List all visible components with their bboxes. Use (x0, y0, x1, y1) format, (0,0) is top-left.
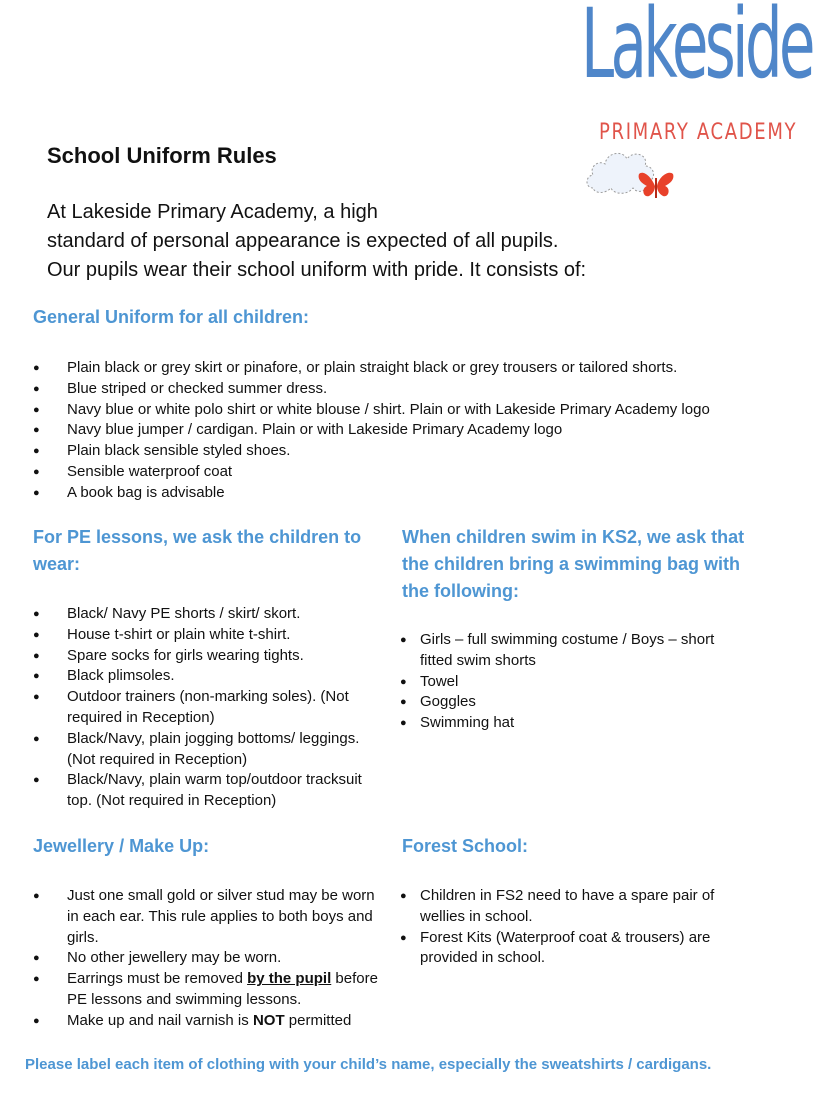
list-item: ● Black/Navy, plain jogging bottoms/ leggings. (Not required in Reception) (33, 729, 388, 771)
intro-line: standard of personal appearance is expected of all pupils. (47, 230, 559, 252)
list-item: ● Swimming hat (400, 713, 745, 734)
list-item: ● Black/Navy, plain warm top/outdoor tracksuit top. (Not required in Reception) (33, 770, 388, 812)
list-item: ● Just one small gold or silver stud may be worn in each ear. This rule applies to both boys and girls. (33, 886, 378, 948)
list-item: ● Make up and nail varnish is NOT permitted (33, 1011, 378, 1032)
jewellery-heading: Jewellery / Make Up: (33, 836, 210, 856)
general-uniform-list (33, 358, 813, 504)
list-item: ● Navy blue or white polo shirt or white blouse / shirt. Plain or with Lakeside Primary Academy logo (33, 400, 813, 421)
list-item: ● Outdoor trainers (non-marking soles). (Not required in Reception) (33, 687, 388, 729)
list-item: ● Children in FS2 need to have a spare pair of wellies in school. (400, 886, 740, 928)
intro-line: Our pupils wear their school uniform with pride. It consists of: (47, 259, 587, 281)
butterfly-icon (637, 168, 675, 204)
pe-heading: For PE lessons, we ask the children to wear: (33, 527, 362, 574)
list-item: ● Plain black or grey skirt or pinafore, or plain straight black or grey trousers or tailored shorts. (33, 358, 813, 379)
footer-note: Please label each item of clothing with your child’s name, especially the sweatshirts / cardigans. (25, 1056, 712, 1073)
list-item: ● Goggles (400, 692, 745, 713)
list-item: ● Black/ Navy PE shorts / skirt/ skort. (33, 604, 388, 625)
list-item: ● Spare socks for girls wearing tights. (33, 646, 388, 667)
intro-paragraph (47, 198, 586, 285)
intro-line: At Lakeside Primary Academy, a high (47, 201, 378, 223)
school-logo (575, 0, 820, 206)
forest-school-list (400, 886, 740, 969)
list-item: ● A book bag is advisable (33, 483, 813, 504)
list-item: ● Navy blue jumper / cardigan. Plain or with Lakeside Primary Academy logo (33, 420, 813, 441)
list-item: ● Blue striped or checked summer dress. (33, 379, 813, 400)
list-item: ● Girls – full swimming costume / Boys – short fitted swim shorts (400, 630, 745, 672)
emphasis-text: NOT (252, 1011, 285, 1029)
swimming-heading: When children swim in KS2, we ask that the children bring a swimming bag with the following: (402, 527, 745, 601)
general-uniform-heading: General Uniform for all children: (33, 307, 310, 327)
list-item: ● No other jewellery may be worn. (33, 948, 378, 969)
list-item: ● Plain black sensible styled shoes. (33, 441, 813, 462)
forest-school-heading: Forest School: (402, 836, 529, 856)
list-item: ● Black plimsoles. (33, 666, 388, 687)
list-item: ● House t-shirt or plain white t-shirt. (33, 625, 388, 646)
logo-name: Lakeside (581, 0, 812, 100)
pe-list (33, 604, 388, 812)
list-item: ● Sensible waterproof coat (33, 462, 813, 483)
list-item: ● Earrings must be removed by the pupil before PE lessons and swimming lessons. (33, 969, 378, 1011)
swimming-list (400, 630, 745, 734)
emphasis-text: by the pupil (247, 970, 332, 988)
page-title: School Uniform Rules (47, 143, 277, 168)
jewellery-list (33, 886, 378, 1032)
logo-subtitle: PRIMARY ACADEMY (599, 120, 798, 145)
list-item: ● Towel (400, 672, 745, 693)
list-item: ● Forest Kits (Waterproof coat & trousers) are provided in school. (400, 928, 740, 970)
